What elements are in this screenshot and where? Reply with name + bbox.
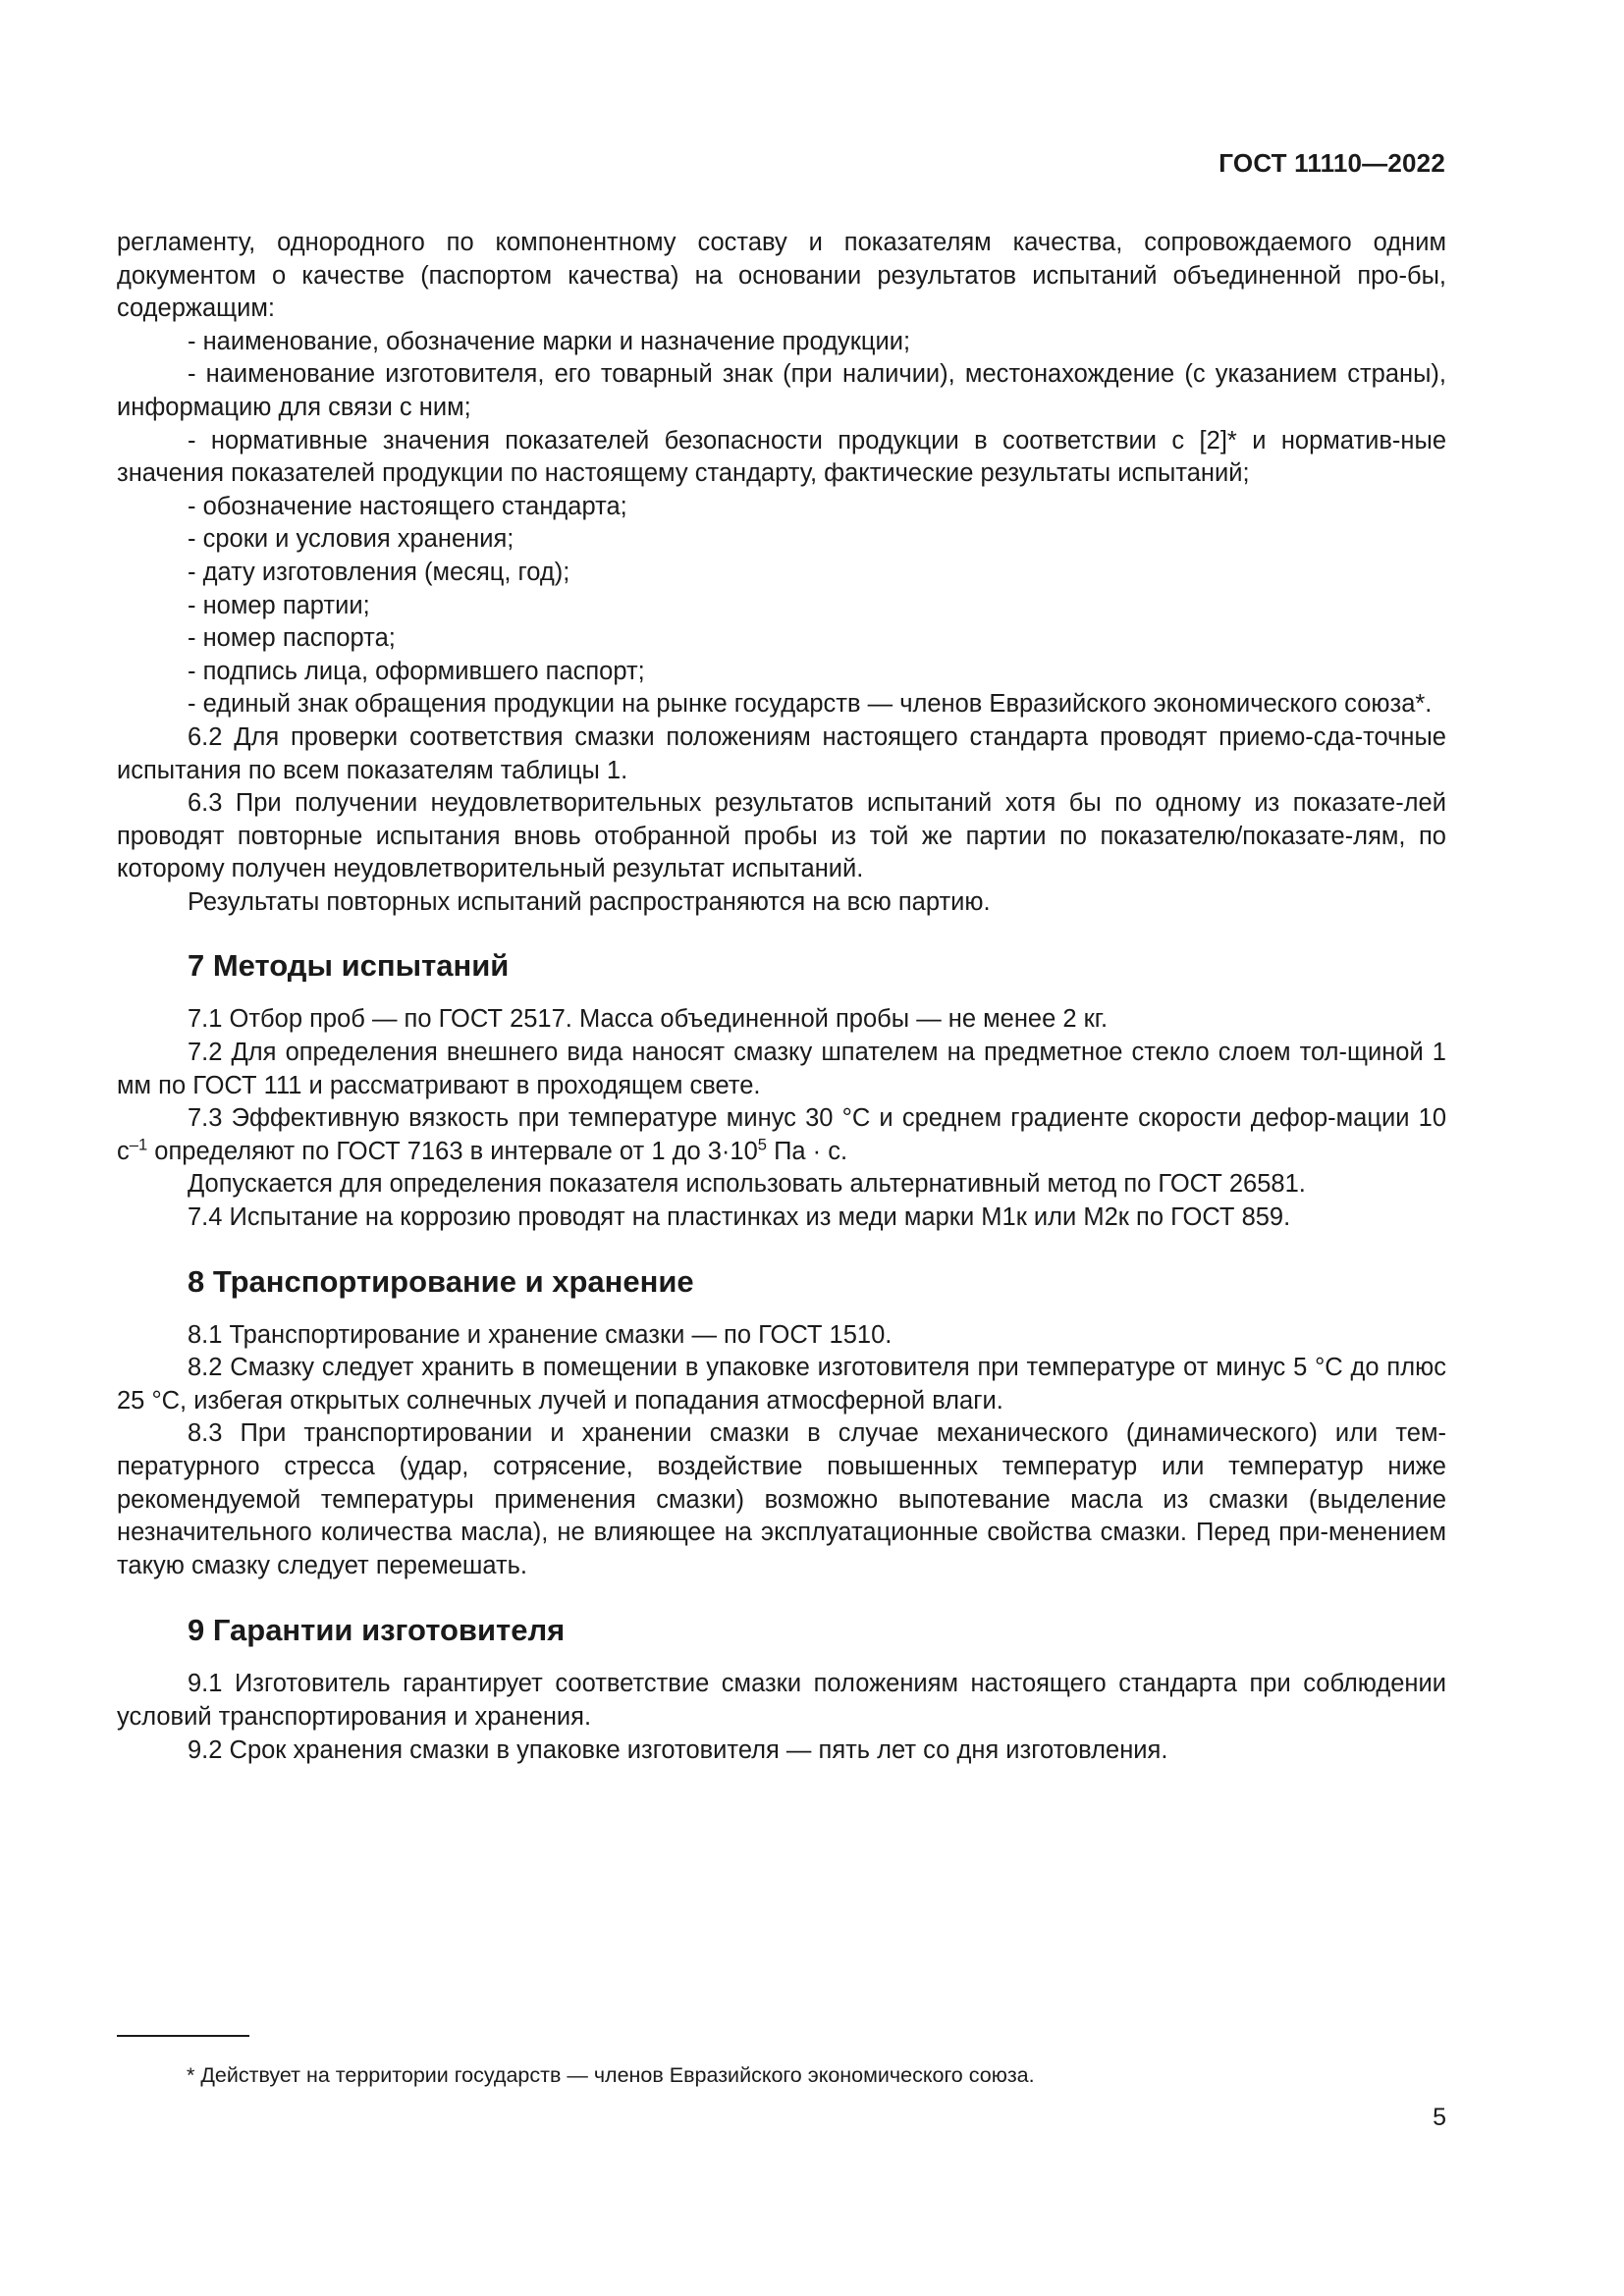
paragraph-6-3: 6.3 При получении неудовлетворительных результатов испытаний хотя бы по одному из показате-лей проводят повторные испытания вновь отобранной пробы из той же партии по показателю/показате-лям, по которому получен неудовлетворительный результат испытаний. [117, 789, 1446, 883]
paragraph-7-3-part-a: 7.3 Эффективную вязкость при температуре минус 30 °С и среднем градиенте скорости дефор-мации 10 с [117, 1104, 1446, 1165]
section-8-heading: 8 Транспортирование и хранение [188, 1263, 694, 1299]
paragraph-7-3-part-b: определяют по ГОСТ 7163 в интервале от 1 до 3·10 [147, 1137, 758, 1165]
list-item: - подпись лица, оформившего паспорт; [188, 657, 645, 685]
footnote-divider [117, 2035, 249, 2037]
paragraph-9-2: 9.2 Срок хранения смазки в упаковке изготовителя — пять лет со дня изготовления. [188, 1735, 1168, 1764]
list-item: - обозначение настоящего стандарта; [188, 492, 627, 520]
document-code-header: ГОСТ 11110—2022 [1218, 148, 1445, 178]
superscript-five: 5 [757, 1135, 767, 1154]
list-item: - наименование, обозначение марки и назначение продукции; [188, 327, 911, 355]
paragraph-8-2: 8.2 Смазку следует хранить в помещении в упаковке изготовителя при температуре от минус 5 °С до плюс 25 °С, избегая открытых солнечных лучей и попадания атмосферной влаги. [117, 1354, 1446, 1415]
paragraph-8-1: 8.1 Транспортирование и хранение смазки — по ГОСТ 1510. [188, 1320, 893, 1349]
list-item: - дату изготовления (месяц, год); [188, 558, 570, 586]
document-body [117, 227, 1446, 1767]
list-item: - нормативные значения показателей безопасности продукции в соответствии с [2]* и норматив-ные значения показателей продукции по настоящему стандарту, фактические результаты испытаний; [117, 426, 1446, 488]
list-item: - номер паспорта; [188, 624, 396, 653]
section-9-heading: 9 Гарантии изготовителя [188, 1613, 566, 1648]
page-number: 5 [1433, 2104, 1446, 2131]
list-item: - единый знак обращения продукции на рынке государств — членов Евразийского экономического союза*. [188, 690, 1433, 719]
paragraph-continuation: регламенту, однородного по компонентному составу и показателям качества, сопровождаемого одним документом о качестве (паспортом качества) на основании результатов испытаний объединенной про-бы, содержащим: [117, 229, 1446, 323]
section-7-heading: 7 Методы испытаний [188, 948, 510, 984]
paragraph-7-3 [117, 1102, 1446, 1168]
footnote: * Действует на территории государств — членов Евразийского экономического союза. [187, 2063, 1035, 2087]
paragraph-9-1: 9.1 Изготовитель гарантирует соответствие смазки положениям настоящего стандарта при соблюдении условий транспортирования и хранения. [117, 1670, 1446, 1731]
list-item: - сроки и условия хранения; [188, 525, 514, 554]
paragraph-8-3: 8.3 При транспортировании и хранении смазки в случае механического (динамического) или тем-пературного стресса (удар, сотрясение, воздействие повышенных температур или температур ниже рекомендуемой температуры применения смазки) возможно выпотевание масла из смазки (выделение незначительного количества масла), не влияющее на эксплуатационные свойства смазки. Перед при-менением такую смазку следует перемешать. [117, 1419, 1446, 1579]
paragraph-7-3-note: Допускается для определения показателя использовать альтернативный метод по ГОСТ 26581. [188, 1170, 1306, 1199]
superscript-minus-one: –1 [129, 1135, 148, 1154]
paragraph-6-3-note: Результаты повторных испытаний распространяются на всю партию. [188, 887, 991, 916]
paragraph-7-3-part-c: Па · с. [766, 1137, 848, 1165]
list-item: - номер партии; [188, 591, 370, 619]
paragraph-7-2: 7.2 Для определения внешнего вида наносят смазку шпателем на предметное стекло слоем тол-щиной 1 мм по ГОСТ 111 и рассматривают в проходящем свете. [117, 1039, 1446, 1099]
paragraph-7-1: 7.1 Отбор проб — по ГОСТ 2517. Масса объединенной пробы — не менее 2 кг. [188, 1005, 1109, 1034]
paragraph-7-4: 7.4 Испытание на коррозию проводят на пластинках из меди марки М1к или М2к по ГОСТ 859. [188, 1203, 1291, 1232]
paragraph-6-2: 6.2 Для проверки соответствия смазки положениям настоящего стандарта проводят приемо-сда-точные испытания по всем показателям таблицы 1. [117, 722, 1446, 784]
list-item: - наименование изготовителя, его товарный знак (при наличии), местонахождение (с указанием страны), информацию для связи с ним; [117, 360, 1446, 421]
